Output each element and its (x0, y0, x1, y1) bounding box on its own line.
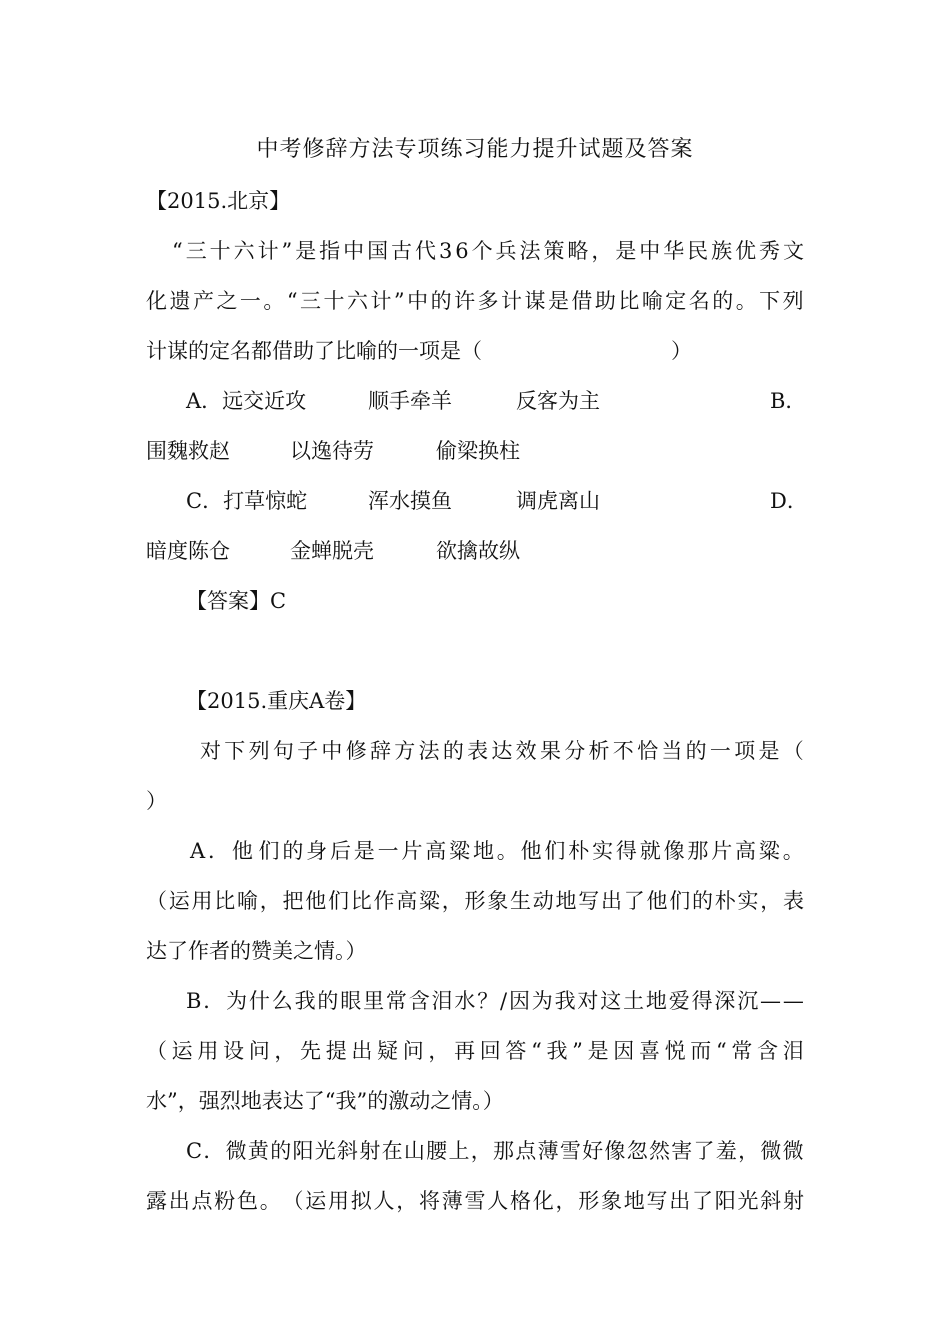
q2-option-a-line-3: 达了作者的赞美之情。） (146, 939, 367, 963)
option-b-item-2: 以逸待劳 (290, 439, 374, 463)
option-b-item-1: 围魏救赵 (146, 439, 230, 463)
q1-answer: 【答案】C (186, 589, 287, 613)
option-d-item-3: 欲擒故纵 (436, 539, 520, 563)
q2-stem-line-1: 对 下 列 句 子 中 修 辞 方 法 的 表 达 效 果 分 析 不 恰 当 的 一 项 是 （ (200, 739, 804, 763)
q2-source: 【2015.重庆A卷】 (186, 689, 367, 713)
option-c-item-1: C．打草惊蛇 (186, 489, 308, 513)
option-d-marker: D． (770, 489, 808, 513)
option-a-item-1: A．远交近攻 (186, 389, 307, 413)
q1-stem-line-3: 计谋的定名都借助了比喻的一项是（ ） (146, 339, 692, 363)
q2-stem-line-2: ） (146, 789, 167, 813)
q2-option-b-line-2: （ 运 用 设 问 ， 先 提 出 疑 问 ， 再 回 答 “ 我 ” 是 因 喜 悦 而 “ 常 含 泪 (146, 1039, 804, 1063)
q2-option-a-line-1: A ． 他 们 的 身 后 是 一 片 高 粱 地 。 他 们 朴 实 得 就 像 那 片 高 粱 。 (190, 839, 804, 863)
option-d-item-1: 暗度陈仓 (146, 539, 230, 563)
option-b-item-3: 偷梁换柱 (436, 439, 520, 463)
option-c-item-2: 浑水摸鱼 (368, 489, 452, 513)
q2-option-b-line-1: B ． 为 什 么 我 的 眼 里 常 含 泪 水 ？ / 因 为 我 对 这 土 地 爱 得 深 沉 — — (186, 989, 804, 1013)
option-b-marker: B． (770, 389, 807, 413)
q1-stem-line-2: 化 遗 产 之 一 。 “ 三 十 六 计 ” 中 的 许 多 计 谋 是 借 助 比 喻 定 名 的 。 下 列 (146, 289, 804, 313)
q1-stem-line-1: “ 三 十 六 计 ” 是 指 中 国 古 代 3 6 个 兵 法 策 略 ， 是 中 华 民 族 优 秀 文 (172, 239, 804, 263)
option-d-item-2: 金蝉脱壳 (290, 539, 374, 563)
option-a-item-3: 反客为主 (516, 389, 600, 413)
q1-source: 【2015.北京】 (146, 189, 291, 213)
option-c-item-3: 调虎离山 (516, 489, 600, 513)
q1-option-a (186, 386, 306, 416)
document-title: 中考修辞方法专项练习能力提升试题及答案 (256, 137, 694, 162)
option-a-item-2: 顺手牵羊 (368, 389, 452, 413)
q2-option-c-line-2: 露 出 点 粉 色 。 （ 运 用 拟 人 ， 将 薄 雪 人 格 化 ， 形 象 地 写 出 了 阳 光 斜 射 (146, 1189, 804, 1213)
q2-option-a-line-2: （ 运 用 比 喻 ， 把 他 们 比 作 高 粱 ， 形 象 生 动 地 写 出 了 他 们 的 朴 实 ， 表 (146, 889, 804, 913)
q2-option-b-line-3: 水”，强烈地表达了“我”的激动之情。） (146, 1089, 504, 1113)
q2-option-c-line-1: C ． 微 黄 的 阳 光 斜 射 在 山 腰 上 ， 那 点 薄 雪 好 像 忽 然 害 了 羞 ， 微 微 (186, 1139, 804, 1163)
